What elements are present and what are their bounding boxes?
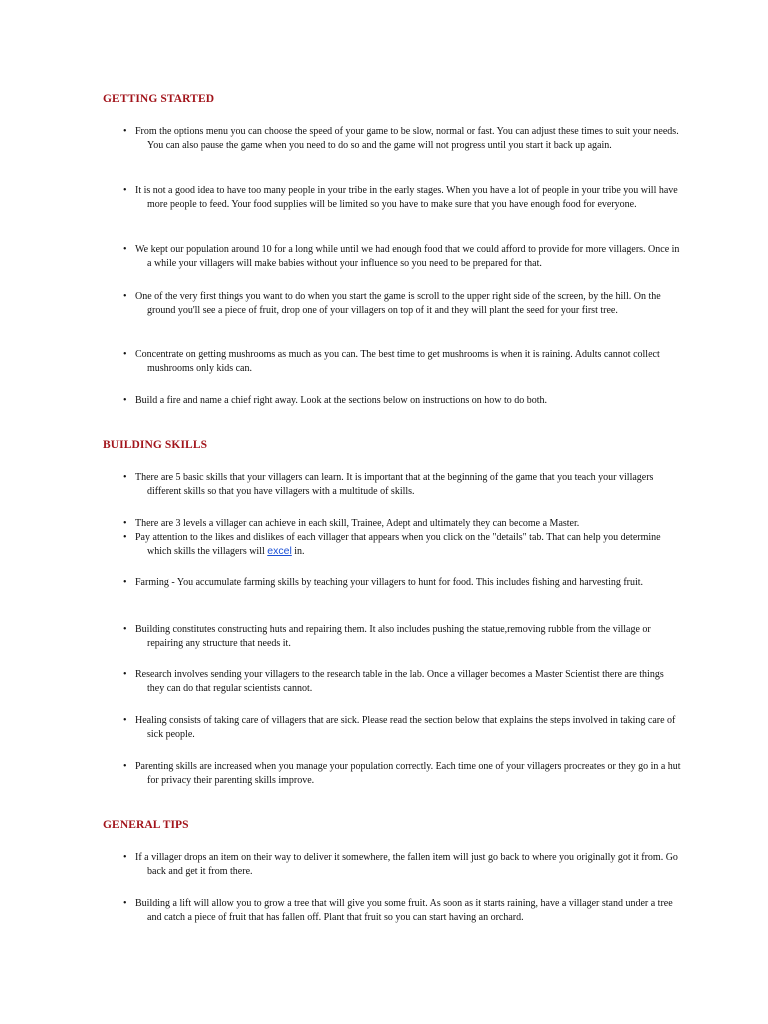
list-item — [123, 851, 683, 878]
list-item — [123, 714, 683, 741]
list-item-text: Build a fire and name a chief right away. Look at the sections below on instructions on how to do both. — [135, 395, 548, 406]
list-item-text-after: in. — [291, 545, 305, 557]
bullet-icon: • — [123, 349, 127, 360]
list-item — [123, 471, 683, 498]
list-item-text: There are 5 basic skills that your villagers can learn. It is important that at the beginning of the game that you teach your villagers different skills so that you have villagers with a multitude of skills. — [135, 472, 654, 497]
list-item — [123, 290, 683, 317]
bullet-icon: • — [123, 126, 127, 137]
list-item — [123, 184, 683, 211]
list-item-text: If a villager drops an item on their way to deliver it somewhere, the fallen item will just go back to where you originally got it from. Go back and get it from there. — [135, 852, 678, 877]
bullet-icon: • — [123, 395, 127, 406]
list-item-text: Concentrate on getting mushrooms as much as you can. The best time to get mushrooms is when it is raining. Adults cannot collect mushrooms only kids can. — [135, 349, 660, 374]
bullet-icon: • — [123, 291, 127, 302]
bullet-icon: • — [123, 244, 127, 255]
bullet-icon: • — [123, 852, 127, 863]
bullet-icon: • — [123, 669, 127, 680]
list-item-text: Building a lift will allow you to grow a tree that will give you some fruit. As soon as it starts raining, have a villager stand under a tree and catch a piece of fruit that has fallen off. Plant that fruit so you can start having an orchard. — [135, 898, 673, 923]
list-item — [123, 531, 683, 558]
list-item-text-before: Pay attention to the likes and dislikes of each villager that appears when you click on the "details" tab. That can help you determine which skills the villagers will — [135, 532, 661, 557]
list-item-text: One of the very first things you want to do when you start the game is scroll to the upper right side of the screen, by the hill. On the ground you'll see a piece of fruit, drop one of your villagers on top of it and they will plant the seed for your first tree. — [135, 291, 661, 316]
list-item-text: Healing consists of taking care of villagers that are sick. Please read the section below that explains the steps involved in taking care of sick people. — [135, 715, 676, 740]
bullet-icon: • — [123, 472, 127, 483]
list-item-text: There are 3 levels a villager can achieve in each skill, Trainee, Adept and ultimately they can become a Master. — [135, 518, 580, 529]
list-item-text: Parenting skills are increased when you manage your population correctly. Each time one of your villagers procreates or they go in a hut for privacy their parenting skills improve. — [135, 761, 681, 786]
list-item-text — [135, 531, 683, 558]
list-item — [123, 125, 683, 152]
list-item-text: Farming - You accumulate farming skills by teaching your villagers to hunt for food. This includes fishing and harvesting fruit. — [135, 577, 644, 588]
list-item-text: It is not a good idea to have too many people in your tribe in the early stages. When you have a lot of people in your tribe you will have more people to feed. Your food supplies will be limited so you have to make sure that you have enough food for everyone. — [135, 185, 678, 210]
bullet-icon: • — [123, 761, 127, 772]
bullet-icon: • — [123, 624, 127, 635]
bullet-icon: • — [123, 577, 127, 588]
list-item — [123, 348, 683, 375]
list-item-text: From the options menu you can choose the speed of your game to be slow, normal or fast. You can adjust these times to suit your needs. You can also pause the game when you need to do so and the game will not progress until you start it back up again. — [135, 126, 679, 151]
list-item — [123, 517, 683, 531]
excel-link[interactable]: excel — [267, 544, 292, 557]
list-item-text: Building constitutes constructing huts and repairing them. It also includes pushing the statue,removing rubble from the village or repairing any structure that needs it. — [135, 624, 651, 649]
list-item — [123, 394, 683, 408]
section-heading: BUILDING SKILLS — [103, 439, 208, 451]
list-item-text: We kept our population around 10 for a long while until we had enough food that we could afford to provide for more villagers. Once in a while your villagers will make babies without your influence so you need to be prepared for that. — [135, 244, 680, 269]
list-item — [123, 760, 683, 787]
list-item — [123, 897, 683, 924]
bullet-icon: • — [123, 715, 127, 726]
section-heading: GENERAL TIPS — [103, 819, 189, 831]
list-item — [123, 243, 683, 270]
section-heading: GETTING STARTED — [103, 93, 215, 105]
bullet-icon: • — [123, 185, 127, 196]
bullet-icon: • — [123, 518, 127, 529]
list-item — [123, 623, 683, 650]
bullet-icon: • — [123, 898, 127, 909]
list-item — [123, 668, 683, 695]
bullet-icon: • — [123, 532, 127, 543]
list-item-text: Research involves sending your villagers to the research table in the lab. Once a villager becomes a Master Scientist there are things they can do that regular scientists cannot. — [135, 669, 664, 694]
list-item — [123, 576, 683, 590]
